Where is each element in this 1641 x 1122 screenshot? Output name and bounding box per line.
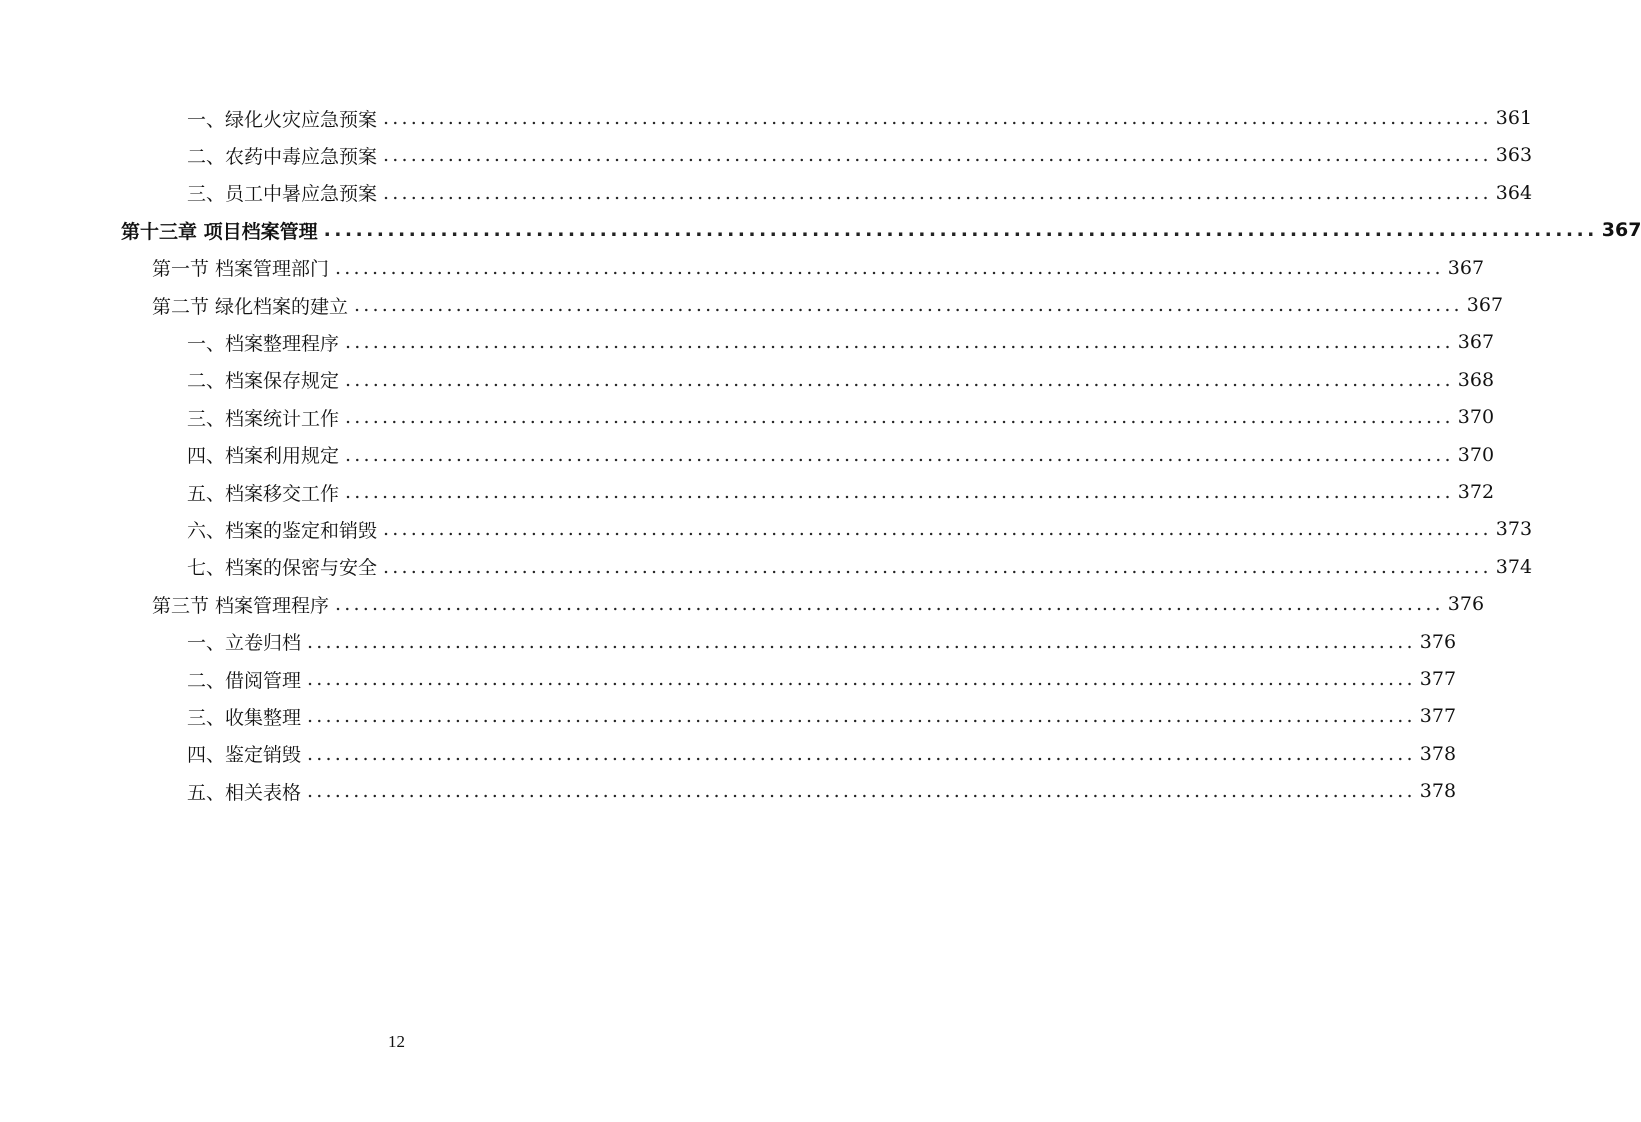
toc-leader-dots: ........................................................................................................................ (307, 668, 1416, 690)
toc-item-entry[interactable] (187, 399, 1495, 435)
toc-item-entry[interactable] (187, 175, 1533, 211)
toc-leader-dots: ........................................................................................................................ (323, 219, 1598, 242)
toc-section-entry[interactable] (152, 586, 1485, 622)
toc-entry-label: 一、立卷归档 (187, 632, 302, 655)
toc-item-entry[interactable] (187, 736, 1457, 772)
toc-entry-page: 367 (1601, 219, 1641, 242)
toc-entry-label: 六、档案的鉴定和销毁 (187, 519, 378, 542)
toc-leader-dots: ........................................................................................................................ (345, 406, 1454, 429)
toc-entry-page: 373 (1495, 518, 1533, 541)
toc-leader-dots: ........................................................................................................................ (345, 368, 1454, 391)
toc-entry-label: 四、档案利用规定 (187, 445, 340, 468)
toc-entry-label: 三、收集整理 (187, 706, 302, 729)
toc-entry-label: 一、绿化火灾应急预案 (187, 108, 378, 131)
toc-entry-label: 四、鉴定销毁 (187, 744, 302, 767)
toc-entry-page: 377 (1419, 668, 1457, 690)
toc-item-entry[interactable] (187, 698, 1457, 734)
toc-entry-page: 376 (1419, 630, 1457, 653)
toc-item-entry[interactable] (187, 511, 1533, 547)
toc-entry-label: 第十三章 项目档案管理 (121, 220, 318, 243)
toc-entry-page: 370 (1457, 443, 1495, 466)
toc-item-entry[interactable] (187, 437, 1495, 473)
toc-entry-label: 七、档案的保密与安全 (187, 557, 378, 580)
toc-leader-dots: ........................................................................................................................ (335, 256, 1444, 279)
toc-entry-page: 370 (1457, 406, 1495, 429)
toc-entry-page: 372 (1457, 481, 1495, 503)
toc-item-entry[interactable] (187, 362, 1495, 398)
toc-entry-page: 378 (1419, 742, 1457, 765)
toc-leader-dots: ........................................................................................................................ (383, 181, 1492, 204)
toc-item-entry[interactable] (187, 474, 1495, 510)
toc-entry-label: 二、档案保存规定 (187, 370, 340, 393)
toc-leader-dots: ........................................................................................................................ (345, 443, 1454, 466)
toc-entry-label: 五、相关表格 (187, 781, 302, 804)
toc-leader-dots: ........................................................................................................................ (307, 705, 1416, 728)
toc-section-entry[interactable] (152, 287, 1504, 323)
toc-item-entry[interactable] (187, 624, 1457, 660)
toc-leader-dots: ........................................................................................................................ (345, 331, 1454, 354)
toc-entry-page: 374 (1495, 555, 1533, 578)
toc-entry-page: 361 (1495, 107, 1533, 129)
toc-entry-page: 363 (1495, 144, 1533, 167)
toc-section-entry[interactable] (152, 250, 1485, 286)
toc-item-entry[interactable] (187, 773, 1457, 809)
toc-entry-page: 368 (1457, 368, 1495, 391)
toc-leader-dots: ........................................................................................................................ (383, 555, 1492, 578)
toc-leader-dots: ........................................................................................................................ (307, 780, 1416, 803)
toc-leader-dots: ........................................................................................................................ (345, 481, 1454, 503)
toc-entry-label: 第二节 绿化档案的建立 (152, 295, 349, 318)
toc-entry-page: 378 (1419, 780, 1457, 803)
toc-item-entry[interactable] (187, 549, 1533, 585)
toc-entry-label: 三、档案统计工作 (187, 407, 340, 430)
toc-leader-dots: ........................................................................................................................ (335, 593, 1444, 616)
toc-entry-page: 376 (1447, 593, 1485, 616)
toc-entry-page: 367 (1466, 294, 1504, 316)
toc-entry-label: 一、档案整理程序 (187, 332, 340, 355)
toc-leader-dots: ........................................................................................................................ (383, 144, 1492, 167)
toc-leader-dots: ........................................................................................................................ (307, 742, 1416, 765)
toc-entry-page: 377 (1419, 705, 1457, 728)
toc-entry-label: 三、员工中暑应急预案 (187, 183, 378, 206)
toc-item-entry[interactable] (187, 137, 1533, 173)
toc-item-entry[interactable] (187, 661, 1457, 697)
toc-entry-page: 364 (1495, 181, 1533, 204)
toc-leader-dots: ........................................................................................................................ (354, 294, 1463, 316)
page-number: 12 (388, 1032, 405, 1051)
toc-leader-dots: ........................................................................................................................ (383, 107, 1492, 129)
toc-leader-dots: ........................................................................................................................ (383, 518, 1492, 541)
toc-item-entry[interactable] (187, 324, 1495, 360)
toc-entry-label: 二、借阅管理 (187, 669, 302, 692)
toc-entry-page: 367 (1457, 331, 1495, 354)
toc-entry-page: 367 (1447, 256, 1485, 279)
toc-entry-label: 第一节 档案管理部门 (152, 258, 330, 281)
toc-entry-label: 第三节 档案管理程序 (152, 594, 330, 617)
toc-entry-label: 五、档案移交工作 (187, 482, 340, 505)
toc-leader-dots: ........................................................................................................................ (307, 630, 1416, 653)
toc-chapter-entry[interactable] (121, 212, 1641, 248)
toc-entry-label: 二、农药中毒应急预案 (187, 145, 378, 168)
toc-item-entry[interactable] (187, 100, 1533, 136)
